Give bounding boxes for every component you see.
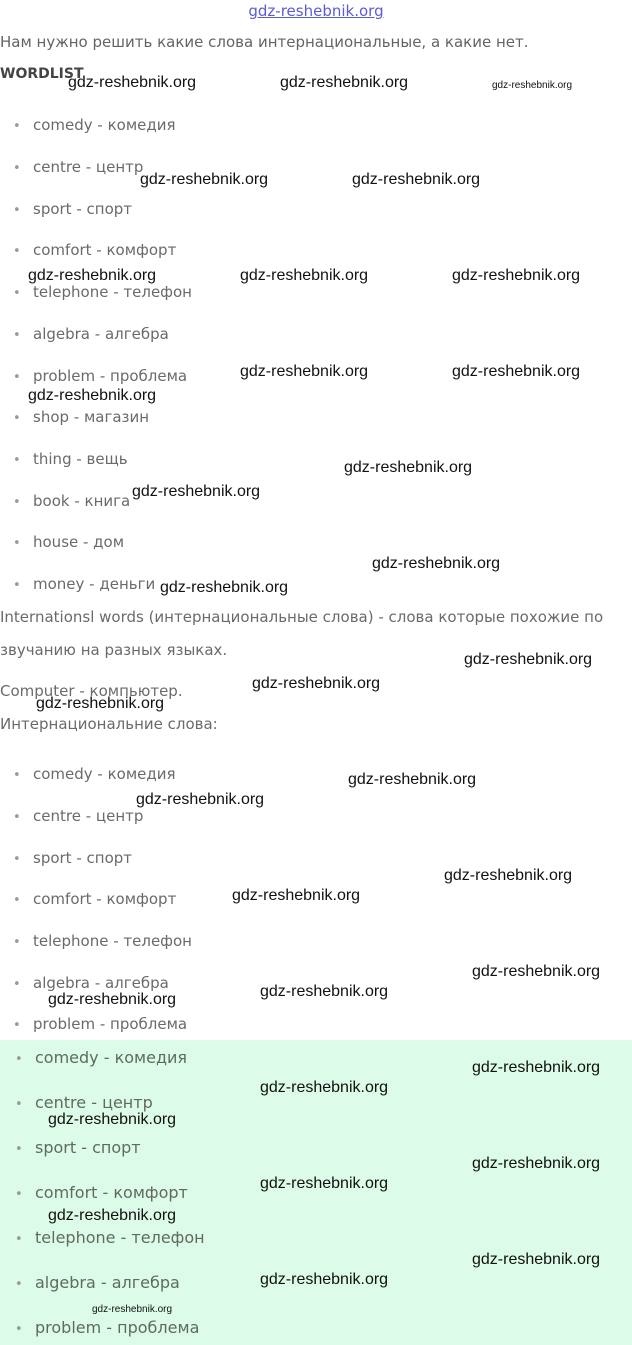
- list-item-text: sport - спорт: [33, 200, 133, 218]
- watermark: gdz-reshebnik.org: [452, 267, 581, 284]
- list-item-text: house - дом: [33, 533, 125, 551]
- list-item-text: problem - проблема: [33, 1015, 188, 1033]
- watermark: gdz-reshebnik.org: [472, 1059, 601, 1076]
- watermark: gdz-reshebnik.org: [252, 675, 381, 692]
- list-item-text: comedy - комедия: [33, 116, 176, 134]
- bullet: •: [15, 1322, 23, 1337]
- list-item: [13, 974, 169, 992]
- bullet: •: [13, 119, 21, 134]
- watermark: gdz-reshebnik.org: [92, 1304, 173, 1315]
- watermark: gdz-reshebnik.org: [472, 1251, 601, 1268]
- list-item-text: comfort - комфорт: [33, 890, 177, 908]
- list-item-text: problem - проблема: [33, 367, 188, 385]
- watermark: gdz-reshebnik.org: [260, 983, 389, 1000]
- watermark: gdz-reshebnik.org: [260, 1079, 389, 1096]
- list-item: [13, 575, 155, 593]
- watermark: gdz-reshebnik.org: [160, 579, 289, 596]
- list-item-text: algebra - алгебра: [35, 1273, 180, 1292]
- list-item: [15, 1228, 205, 1247]
- watermark: gdz-reshebnik.org: [472, 1155, 601, 1172]
- international-heading: Интернациональние слова:: [0, 715, 218, 733]
- list-item: [13, 367, 187, 385]
- list-item-text: money - деньги: [33, 575, 156, 593]
- bullet: •: [13, 893, 21, 908]
- example-text: Computer - компьютер.: [0, 682, 183, 700]
- list-item: [13, 1015, 187, 1033]
- watermark: gdz-reshebnik.org: [492, 80, 573, 91]
- bullet: •: [13, 203, 21, 218]
- watermark: gdz-reshebnik.org: [444, 867, 573, 884]
- watermark: gdz-reshebnik.org: [68, 74, 197, 91]
- list-item-text: algebra - алгебра: [33, 325, 169, 343]
- watermark: gdz-reshebnik.org: [452, 363, 581, 380]
- list-item-text: telephone - телефон: [35, 1228, 205, 1247]
- list-item: [15, 1138, 141, 1157]
- watermark: gdz-reshebnik.org: [36, 695, 165, 712]
- bullet: •: [13, 370, 21, 385]
- watermark: gdz-reshebnik.org: [344, 459, 473, 476]
- watermark: gdz-reshebnik.org: [28, 387, 157, 404]
- bullet: •: [15, 1277, 23, 1292]
- watermark: gdz-reshebnik.org: [348, 771, 477, 788]
- watermark: gdz-reshebnik.org: [260, 1271, 389, 1288]
- definition-line-2: звучанию на разных языках.: [0, 641, 228, 659]
- bullet: •: [15, 1097, 23, 1112]
- watermark: gdz-reshebnik.org: [132, 483, 261, 500]
- list-item: [13, 765, 176, 783]
- definition-line-1: Internationsl words (интернациональные слова) - слова которые похожие по: [0, 608, 604, 626]
- watermark: gdz-reshebnik.org: [136, 791, 265, 808]
- list-item: [15, 1273, 180, 1292]
- list-item: [13, 200, 132, 218]
- watermark: gdz-reshebnik.org: [48, 1207, 177, 1224]
- list-item-text: sport - спорт: [33, 849, 133, 867]
- list-item-text: comedy - комедия: [35, 1048, 188, 1067]
- bullet: •: [13, 977, 21, 992]
- bullet: •: [13, 1018, 21, 1033]
- bullet: •: [13, 495, 21, 510]
- watermark: gdz-reshebnik.org: [260, 1175, 389, 1192]
- watermark: gdz-reshebnik.org: [464, 651, 593, 668]
- list-item-text: book - книга: [33, 492, 131, 510]
- watermark: gdz-reshebnik.org: [232, 887, 361, 904]
- list-item: [13, 890, 176, 908]
- bullet: •: [15, 1232, 23, 1247]
- bullet: •: [15, 1142, 23, 1157]
- list-item-text: telephone - телефон: [33, 932, 192, 950]
- watermark: gdz-reshebnik.org: [352, 171, 481, 188]
- watermark: gdz-reshebnik.org: [28, 267, 157, 284]
- bullet: •: [13, 161, 21, 176]
- list-item: [15, 1048, 187, 1067]
- bullet: •: [13, 810, 21, 825]
- list-item: [13, 849, 132, 867]
- bullet: •: [15, 1052, 23, 1067]
- watermark: gdz-reshebnik.org: [240, 363, 369, 380]
- list-item-text: thing - вещь: [33, 450, 128, 468]
- list-item-text: algebra - алгебра: [33, 974, 169, 992]
- list-item: [15, 1183, 188, 1202]
- list-item: [13, 450, 128, 468]
- list-item-text: sport - спорт: [35, 1138, 141, 1157]
- watermark: gdz-reshebnik.org: [240, 267, 369, 284]
- bullet: •: [13, 768, 21, 783]
- bullet: •: [13, 935, 21, 950]
- watermark: gdz-reshebnik.org: [280, 74, 409, 91]
- bullet: •: [13, 286, 21, 301]
- list-item: [13, 116, 176, 134]
- watermark: gdz-reshebnik.org: [140, 171, 269, 188]
- list-item: [13, 283, 192, 301]
- site-link[interactable]: gdz-reshebnik.org: [248, 2, 384, 20]
- list-item-text: centre - центр: [33, 158, 144, 176]
- list-item: [15, 1318, 199, 1337]
- list-item-text: centre - центр: [35, 1093, 153, 1112]
- list-item-text: shop - магазин: [33, 408, 150, 426]
- bullet: •: [13, 411, 21, 426]
- list-item-text: comedy - комедия: [33, 765, 176, 783]
- wordlist-heading: WORDLIST: [0, 66, 84, 82]
- list-item-text: telephone - телефон: [33, 283, 192, 301]
- watermark: gdz-reshebnik.org: [472, 963, 601, 980]
- list-item-text: comfort - комфорт: [33, 241, 177, 259]
- bullet: •: [13, 578, 21, 593]
- bullet: •: [13, 328, 21, 343]
- watermark: gdz-reshebnik.org: [372, 555, 501, 572]
- bullet: •: [13, 536, 21, 551]
- list-item: [13, 492, 130, 510]
- watermark: gdz-reshebnik.org: [48, 991, 177, 1008]
- list-item: [13, 408, 149, 426]
- list-item-text: comfort - комфорт: [35, 1183, 188, 1202]
- list-item: [15, 1093, 153, 1112]
- list-item: [13, 932, 192, 950]
- list-item: [13, 533, 124, 551]
- list-item-text: centre - центр: [33, 807, 144, 825]
- intro-text: Нам нужно решить какие слова интернациональные, а какие нет.: [0, 33, 529, 51]
- list-item: [13, 241, 176, 259]
- list-item: [13, 158, 143, 176]
- bullet: •: [13, 453, 21, 468]
- list-item: [13, 325, 169, 343]
- bullet: •: [13, 244, 21, 259]
- list-item: [13, 807, 143, 825]
- watermark: gdz-reshebnik.org: [48, 1111, 177, 1128]
- list-item-text: problem - проблема: [35, 1318, 200, 1337]
- bullet: •: [15, 1187, 23, 1202]
- bullet: •: [13, 852, 21, 867]
